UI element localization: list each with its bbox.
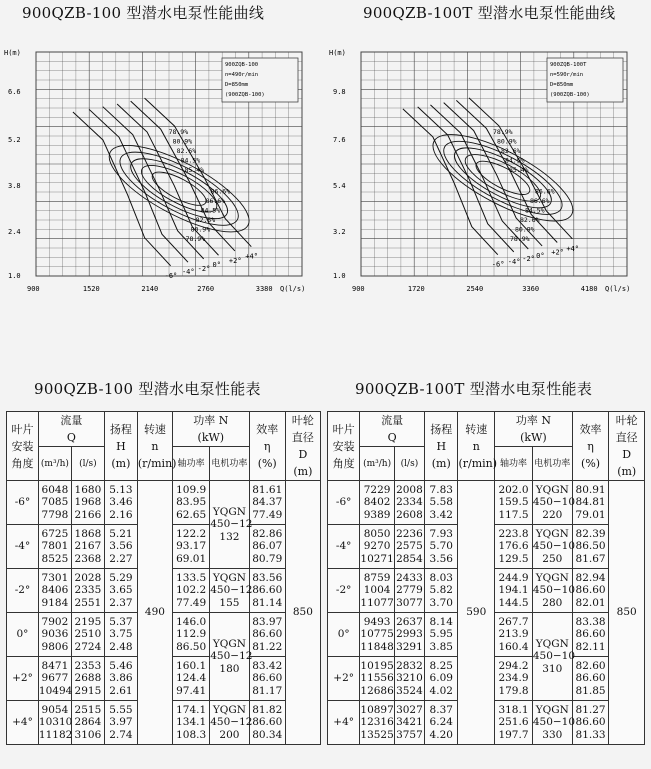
cell-eff: 81.82 86.60 80.34: [249, 701, 285, 745]
left-eff-label: 86.6%: [210, 187, 231, 196]
left-table-title-text: 900QZB-100 型潜水电泵性能表: [34, 380, 261, 398]
cell-angle: -6°: [7, 481, 39, 525]
cell-q-ls: 2008 2334 2608: [394, 481, 424, 525]
cell-q-m3h: 8759 1004 11077: [360, 569, 395, 613]
cell-angle: +4°: [328, 701, 360, 745]
cell-head: 7.83 5.58 3.42: [425, 481, 458, 525]
hdr-shaft: 轴功率: [495, 447, 533, 481]
cell-q-ls: 2433 2779 3077: [394, 569, 424, 613]
right-eff-label: 85.4%: [508, 165, 529, 174]
cell-q-m3h: 10897 12316 13525: [360, 701, 395, 745]
hdr-speed: 转速 n (r/min): [137, 412, 172, 481]
left-chart-title-text: 900QZB-100 型潜水电泵性能曲线: [22, 4, 265, 22]
right-angle-label: -4°: [507, 257, 521, 266]
cell-q-ls: 2028 2335 2551: [71, 569, 104, 613]
right-xtick: 900: [352, 285, 365, 293]
hdr-flow: 流量 Q: [360, 412, 425, 447]
cell-q-m3h: 6048 7085 7798: [38, 481, 71, 525]
cell-q-m3h: 9493 10775 11848: [360, 613, 395, 657]
cell-shaft: 223.8 176.6 129.5: [495, 525, 533, 569]
right-performance-chart: [325, 40, 651, 330]
right-xlabel: Q(l/s): [605, 285, 631, 293]
left-ytick: 5.2: [8, 136, 21, 144]
left-table-title: [34, 378, 261, 399]
hdr-flow-m3h: (m³/h): [360, 447, 395, 481]
cell-shaft: 160.1 124.4 97.41: [173, 657, 210, 701]
right-xtick: 1720: [407, 285, 425, 293]
cell-eff: 81.27 86.60 81.33: [572, 701, 609, 745]
left-ylabel: H(m): [4, 49, 21, 57]
left-curve-0: [73, 112, 171, 266]
cell-shaft: 122.2 93.17 69.01: [173, 525, 210, 569]
right-legend-text: (900ZQB-100): [550, 92, 590, 98]
cell-motor: YQGN 450−10 330: [532, 701, 572, 745]
cell-eff: 82.94 86.60 82.01: [572, 569, 609, 613]
right-eff-label: 78.9%: [492, 127, 513, 136]
right-chart-title: [363, 2, 615, 23]
cell-head: 5.37 3.75 2.48: [104, 613, 137, 657]
right-eff-label: 80.9%: [496, 137, 517, 146]
left-legend-text: (900ZQB-100): [225, 92, 265, 98]
cell-angle: +4°: [7, 701, 39, 745]
right-legend-text: 900ZQB-100T: [550, 62, 587, 68]
cell-shaft: 318.1 251.6 197.7: [495, 701, 533, 745]
right-eff-label: 80.9%: [514, 225, 535, 234]
cell-shaft: 244.9 194.1 144.5: [495, 569, 533, 613]
cell-eff: 83.38 86.60 82.11: [572, 613, 609, 657]
right-ytick: 7.6: [333, 136, 346, 144]
cell-q-ls: 3027 3421 3757: [394, 701, 424, 745]
hdr-shaft: 轴功率: [173, 447, 210, 481]
left-xtick: 2140: [141, 285, 159, 293]
cell-q-m3h: 6725 7801 8525: [38, 525, 71, 569]
left-xtick: 2760: [197, 285, 215, 293]
left-eff-label: 86.6%: [205, 197, 226, 206]
right-eff-label: 82.6%: [500, 146, 521, 155]
hdr-motor: 电机功率: [210, 447, 249, 481]
cell-head: 8.37 6.24 4.20: [425, 701, 458, 745]
cell-shaft: 109.9 83.95 62.65: [173, 481, 210, 525]
cell-head: 5.55 3.97 2.74: [104, 701, 137, 745]
cell-shaft: 267.7 213.9 160.4: [495, 613, 533, 657]
cell-head: 8.25 6.09 4.02: [425, 657, 458, 701]
cell-eff: 82.86 86.07 80.79: [249, 525, 285, 569]
cell-head: 5.29 3.65 2.37: [104, 569, 137, 613]
cell-q-ls: 2236 2575 2854: [394, 525, 424, 569]
cell-head: 5.13 3.46 2.16: [104, 481, 137, 525]
left-xtick: 3380: [255, 285, 273, 293]
left-eff-label: 84.5%: [180, 156, 201, 165]
cell-q-m3h: 7902 9036 9806: [38, 613, 71, 657]
right-xtick: 2540: [466, 285, 484, 293]
cell-head: 5.21 3.56 2.27: [104, 525, 137, 569]
left-xtick: 900: [27, 285, 40, 293]
right-chart-title-text: 900QZB-100T 型潜水电泵性能曲线: [363, 4, 616, 22]
right-xtick: 4180: [580, 285, 598, 293]
cell-q-ls: 1868 2167 2368: [71, 525, 104, 569]
cell-angle: -2°: [328, 569, 360, 613]
left-legend-text: n=490r/min: [225, 72, 259, 78]
cell-angle: -4°: [7, 525, 39, 569]
right-eff-label: 82.6%: [519, 215, 540, 224]
cell-eff: 82.60 86.60 81.85: [572, 657, 609, 701]
cell-q-m3h: 7229 8402 9389: [360, 481, 395, 525]
cell-q-m3h: 8050 9270 10271: [360, 525, 395, 569]
hdr-head: 扬程 H (m): [104, 412, 137, 481]
hdr-dia: 叶轮 直径 D (m): [285, 412, 320, 481]
left-eff-label: 84.5%: [200, 206, 221, 215]
cell-motor: YQGN 450−12 132: [210, 481, 249, 569]
cell-shaft: 133.5 102.2 77.49: [173, 569, 210, 613]
cell-q-m3h: 10195 11556 12686: [360, 657, 395, 701]
cell-head: 5.46 3.86 2.61: [104, 657, 137, 701]
right-performance-table: [327, 411, 645, 745]
hdr-motor: 电机功率: [532, 447, 572, 481]
cell-angle: 0°: [7, 613, 39, 657]
cell-motor: YQGN 450−12 200: [210, 701, 249, 745]
cell-speed: 590: [458, 481, 495, 745]
right-eff-label: 78.9%: [509, 234, 530, 243]
right-ytick: 5.4: [333, 182, 346, 190]
hdr-eff: 效率 η (%): [572, 412, 609, 481]
right-eff-label: 84.5%: [524, 206, 545, 215]
left-eff-label: 78.9%: [185, 235, 206, 244]
left-eff-label: 82.6%: [176, 147, 197, 156]
left-eff-label: 78.9%: [168, 128, 189, 137]
cell-angle: -6°: [328, 481, 360, 525]
cell-q-ls: 2832 3210 3524: [394, 657, 424, 701]
cell-q-ls: 2637 2993 3291: [394, 613, 424, 657]
cell-q-ls: 1680 1968 2166: [71, 481, 104, 525]
right-angle-label: -2°: [522, 255, 535, 264]
cell-motor: YQGN 450−12 155: [210, 569, 249, 613]
left-angle-label: +4°: [245, 252, 258, 261]
left-angle-label: 0°: [212, 261, 221, 270]
left-ytick: 3.8: [8, 182, 21, 190]
right-angle-label: +2°: [551, 248, 564, 257]
cell-shaft: 202.0 159.5 117.5: [495, 481, 533, 525]
left-legend-text: D=850mm: [225, 82, 249, 88]
left-eff-label: 82.6%: [195, 216, 216, 225]
hdr-head: 扬程 H (m): [425, 412, 458, 481]
cell-angle: +2°: [7, 657, 39, 701]
right-ytick: 1.0: [333, 272, 346, 280]
left-eff-label: 80.9%: [190, 225, 211, 234]
cell-motor: YQGN 450−10 310: [532, 613, 572, 701]
right-curve-0: [403, 109, 498, 255]
left-angle-label: +2°: [228, 256, 242, 265]
cell-q-m3h: 9054 10310 11182: [38, 701, 71, 745]
cell-angle: 0°: [328, 613, 360, 657]
cell-eff: 83.97 86.60 81.22: [249, 613, 285, 657]
left-legend-text: 900ZQB-100: [225, 62, 259, 68]
hdr-flow-ls: (l/s): [71, 447, 104, 481]
left-performance-table: [6, 411, 321, 745]
right-ytick: 3.2: [333, 228, 346, 236]
right-xtick: 3360: [522, 285, 540, 293]
cell-head: 8.03 5.82 3.70: [425, 569, 458, 613]
cell-q-ls: 2353 2688 2915: [71, 657, 104, 701]
right-legend-text: n=590r/min: [550, 72, 584, 78]
left-angle-label: -6°: [164, 271, 178, 280]
cell-diameter: 850: [609, 481, 645, 745]
cell-q-m3h: 7301 8406 9184: [38, 569, 71, 613]
right-table-title-text: 900QZB-100T 型潜水电泵性能表: [355, 380, 593, 398]
cell-motor: YQGN 450−12 180: [210, 613, 249, 701]
left-performance-chart: [0, 40, 325, 330]
right-angle-label: +4°: [566, 244, 580, 253]
cell-q-ls: 2515 2864 3106: [71, 701, 104, 745]
right-legend-text: D=850mm: [550, 82, 574, 88]
left-ytick: 1.0: [8, 272, 21, 280]
cell-motor: YQGN 450−10 220: [532, 481, 572, 525]
cell-shaft: 174.1 134.1 108.3: [173, 701, 210, 745]
left-eff-label: 80.9%: [172, 137, 193, 146]
hdr-speed: 转速 n (r/min): [458, 412, 495, 481]
hdr-flow-m3h: (m³/h): [38, 447, 71, 481]
right-eff-label: 86.6%: [529, 196, 550, 205]
cell-angle: -2°: [7, 569, 39, 613]
cell-eff: 80.91 84.81 79.01: [572, 481, 609, 525]
left-eff-label: 85.4%: [184, 166, 205, 175]
cell-eff: 83.42 86.60 81.17: [249, 657, 285, 701]
cell-shaft: 294.2 234.9 179.8: [495, 657, 533, 701]
right-ylabel: H(m): [329, 49, 346, 57]
cell-q-ls: 2195 2510 2724: [71, 613, 104, 657]
cell-eff: 83.56 86.60 81.14: [249, 569, 285, 613]
cell-q-m3h: 8471 9677 10494: [38, 657, 71, 701]
hdr-blade: 叶片 安装 角度: [7, 412, 39, 481]
left-chart-title: [22, 2, 264, 23]
cell-motor: YQGN 450−10 250: [532, 525, 572, 569]
cell-head: 8.14 5.95 3.85: [425, 613, 458, 657]
cell-eff: 81.61 84.37 77.49: [249, 481, 285, 525]
hdr-flow-ls: (l/s): [394, 447, 424, 481]
right-angle-label: 0°: [536, 251, 545, 260]
cell-shaft: 146.0 112.9 86.50: [173, 613, 210, 657]
left-xlabel: Q(l/s): [280, 285, 306, 293]
right-table-title: [355, 378, 592, 399]
right-angle-label: -6°: [491, 260, 505, 269]
right-eff-label: 86.6%: [534, 187, 555, 196]
cell-eff: 82.39 86.50 81.67: [572, 525, 609, 569]
cell-angle: +2°: [328, 657, 360, 701]
left-angle-label: -2°: [197, 264, 211, 273]
hdr-blade: 叶片 安装 角度: [328, 412, 360, 481]
hdr-dia: 叶轮 直径 D (m): [609, 412, 645, 481]
right-ytick: 9.8: [333, 88, 346, 96]
hdr-flow: 流量 Q: [38, 412, 104, 447]
cell-speed: 490: [137, 481, 172, 745]
left-curve-4: [131, 101, 235, 251]
right-eff-label: 84.5%: [504, 156, 525, 165]
hdr-power: 功率 N (kW): [173, 412, 250, 447]
left-angle-label: -4°: [181, 268, 195, 277]
cell-motor: YQGN 450−10 280: [532, 569, 572, 613]
left-ytick: 2.4: [8, 228, 21, 236]
hdr-power: 功率 N (kW): [495, 412, 573, 447]
cell-head: 7.93 5.70 3.56: [425, 525, 458, 569]
cell-diameter: 850: [285, 481, 320, 745]
cell-angle: -4°: [328, 525, 360, 569]
hdr-eff: 效率 η (%): [249, 412, 285, 481]
left-ytick: 6.6: [8, 88, 21, 96]
left-xtick: 1520: [82, 285, 100, 293]
